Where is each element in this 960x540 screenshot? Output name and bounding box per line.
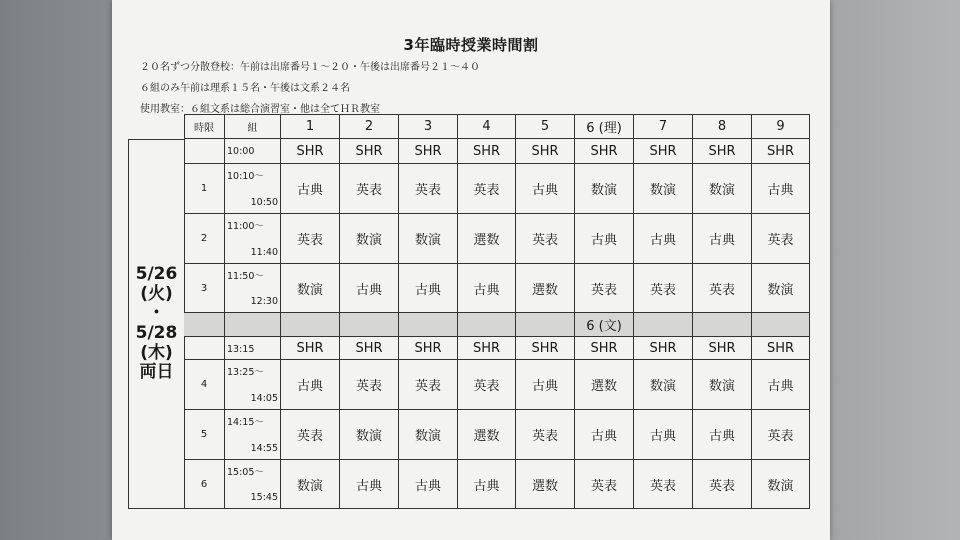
subject-cell: SHR [634,139,693,164]
break-cell [225,313,281,337]
date-line: ・ [148,303,165,324]
subject-cell: 古典 [458,460,516,509]
subject-cell: 英表 [458,164,516,214]
subject-cell: 英表 [693,460,752,509]
break-cell [281,313,340,337]
time-start: 15:05～ [227,467,264,478]
subject-cell: 古典 [575,214,634,264]
subject-cell: 古典 [634,214,693,264]
subject-cell: 古典 [516,164,575,214]
header-class: 組 [225,114,281,139]
header-class-2: 2 [340,114,399,139]
subject-cell: 数演 [634,164,693,214]
subject-cell: 英表 [575,460,634,509]
date-line: 両日 [139,362,174,383]
break-cell [693,313,752,337]
subject-cell: 数演 [281,264,340,313]
header-class-9: 9 [752,114,810,139]
time-end: 12:30 [250,295,278,307]
header-class-5: 5 [516,114,575,139]
date-label [128,139,184,509]
subject-cell: 古典 [340,264,399,313]
subject-cell: 古典 [281,360,340,410]
subject-cell: 英表 [340,360,399,410]
time-end: 11:40 [250,246,278,258]
subject-cell: 選数 [458,410,516,460]
subject-cell: 数演 [340,214,399,264]
time-end: 14:55 [250,442,278,454]
header-class-1: 1 [281,114,340,139]
subject-cell: 選数 [516,460,575,509]
subject-cell: 選数 [516,264,575,313]
time-start: 13:15 [227,344,255,355]
subject-cell: 英表 [399,164,458,214]
subject-cell: 古典 [516,360,575,410]
note-attendance: ２０名ずつ分散登校：午前は出席番号１～２０・午後は出席番号２１～４０ [140,62,480,73]
date-line: (木) [140,342,173,363]
time-start: 11:50～ [227,271,264,282]
subject-cell: 数演 [575,164,634,214]
subject-cell: 英表 [399,360,458,410]
time-start: 10:00 [227,146,255,157]
subject-cell: 数演 [752,264,810,313]
subject-cell: 古典 [575,410,634,460]
date-line: 5/26 [135,264,178,285]
document-title: 3年臨時授業時間割 [403,36,539,54]
break-cell [340,313,399,337]
subject-cell: 古典 [458,264,516,313]
subject-cell: SHR [516,139,575,164]
time-slot [225,264,281,313]
subject-cell: 英表 [458,360,516,410]
subject-cell: 英表 [634,264,693,313]
subject-cell: 古典 [399,264,458,313]
subject-cell: 数演 [752,460,810,509]
subject-cell: SHR [340,337,399,360]
time-slot [225,214,281,264]
subject-cell: SHR [281,139,340,164]
period-number [184,139,225,164]
period-number: 2 [184,214,225,264]
background-left [0,0,120,540]
subject-cell: 古典 [281,164,340,214]
note-classroom: 使用教室：６組文系は総合演習室・他は全てＨＲ教室 [140,104,380,115]
subject-cell: SHR [281,337,340,360]
subject-cell: 古典 [634,410,693,460]
subject-cell: 英表 [281,410,340,460]
class6-bun-label: 6 (文) [575,313,634,337]
subject-cell: SHR [693,337,752,360]
time-start: 11:00～ [227,221,264,232]
period-number: 5 [184,410,225,460]
period-number [184,337,225,360]
subject-cell: 数演 [340,410,399,460]
time-slot [225,164,281,214]
break-cell [752,313,810,337]
subject-cell: 数演 [281,460,340,509]
subject-cell: 数演 [399,214,458,264]
break-cell [184,313,225,337]
break-cell [634,313,693,337]
header-class-4: 4 [458,114,516,139]
time-end: 10:50 [250,196,278,208]
period-number: 3 [184,264,225,313]
subject-cell: SHR [399,337,458,360]
date-line: (火) [140,283,173,304]
subject-cell: SHR [752,337,810,360]
subject-cell: SHR [575,139,634,164]
subject-cell: 英表 [752,214,810,264]
time-slot [225,460,281,509]
period-number: 4 [184,360,225,410]
subject-cell: 古典 [693,410,752,460]
break-cell [516,313,575,337]
subject-cell: 英表 [693,264,752,313]
subject-cell: 英表 [752,410,810,460]
time-slot [225,139,281,164]
date-line: 5/28 [135,323,178,343]
time-start: 13:25～ [227,367,264,378]
time-slot [225,337,281,360]
period-number: 1 [184,164,225,214]
subject-cell: 英表 [281,214,340,264]
subject-cell: 古典 [752,360,810,410]
timetable-sheet [112,0,830,540]
header-class-7: 7 [634,114,693,139]
time-start: 14:15～ [227,417,264,428]
subject-cell: SHR [693,139,752,164]
subject-cell: SHR [575,337,634,360]
header-period: 時限 [184,114,225,139]
period-number: 6 [184,460,225,509]
subject-cell: SHR [634,337,693,360]
subject-cell: SHR [340,139,399,164]
break-cell [399,313,458,337]
time-end: 14:05 [250,392,278,404]
break-cell [458,313,516,337]
subject-cell: 選数 [458,214,516,264]
subject-cell: 英表 [340,164,399,214]
subject-cell: SHR [516,337,575,360]
subject-cell: 古典 [752,164,810,214]
subject-cell: SHR [458,337,516,360]
subject-cell: 英表 [634,460,693,509]
time-end: 15:45 [250,491,278,503]
subject-cell: SHR [399,139,458,164]
time-slot [225,360,281,410]
subject-cell: SHR [458,139,516,164]
subject-cell: 英表 [516,214,575,264]
subject-cell: 数演 [634,360,693,410]
subject-cell: 数演 [693,360,752,410]
subject-cell: SHR [752,139,810,164]
subject-cell: 古典 [693,214,752,264]
subject-cell: 古典 [399,460,458,509]
header-class-3: 3 [399,114,458,139]
note-class6: ６組のみ午前は理系１５名・午後は文系２４名 [140,83,350,94]
subject-cell: 英表 [516,410,575,460]
time-start: 10:10～ [227,171,264,182]
header-class-8: 8 [693,114,752,139]
header-class-6: 6 (理) [575,114,634,139]
subject-cell: 数演 [399,410,458,460]
time-slot [225,410,281,460]
subject-cell: 数演 [693,164,752,214]
subject-cell: 古典 [340,460,399,509]
subject-cell: 英表 [575,264,634,313]
background-right [830,0,960,540]
subject-cell: 選数 [575,360,634,410]
